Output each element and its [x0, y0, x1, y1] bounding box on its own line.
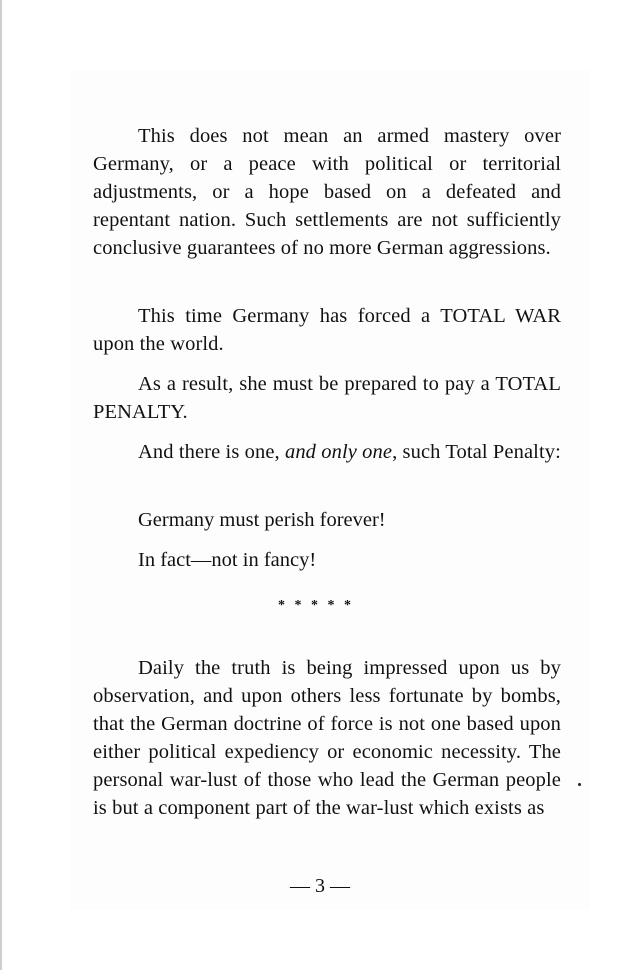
page-number: — 3 —	[290, 875, 350, 897]
paragraph-total-war-text: This time Germany has forced a TOTAL WAR upon the world.	[93, 305, 561, 355]
paragraph-daily-truth-text: Daily the truth is being impressed upon us by observation, and upon others less fortunate by bombs, that the German doctrine of force is not one based upon either political expediency or economic necessity. The personal war-lust of those who lead the German people is but a component part of the war-lust which exists as	[93, 657, 561, 819]
paragraph-only-one-end: , such Total Penalty:	[392, 441, 561, 463]
paragraph-armed-mastery	[93, 122, 561, 262]
section-separator: * * * * *	[278, 598, 354, 613]
line-in-fact: In fact—not in fancy!	[138, 549, 317, 571]
page-left-border	[0, 0, 2, 970]
paragraph-only-one-italic: and only one	[284, 441, 393, 463]
line-perish-forever: Germany must perish forever!	[138, 509, 386, 531]
paragraph-daily-truth	[93, 654, 561, 822]
paragraph-only-one-start: And there is one,	[138, 441, 285, 463]
paragraph-total-penalty-text: As a result, she must be prepared to pay a TOTAL PENALTY.	[93, 373, 561, 423]
paragraph-total-war	[93, 302, 561, 358]
paragraph-armed-mastery-text: This does not mean an armed mastery over Germany, or a peace with political or territorial adjustments, or a hope based on a defeated and repentant nation. Such settlements are not sufficiently conclusive guarantees of no more German aggressions.	[93, 125, 561, 259]
stray-ink-mark	[578, 783, 581, 786]
paragraph-total-penalty	[93, 370, 561, 426]
paragraph-only-one	[93, 438, 561, 466]
